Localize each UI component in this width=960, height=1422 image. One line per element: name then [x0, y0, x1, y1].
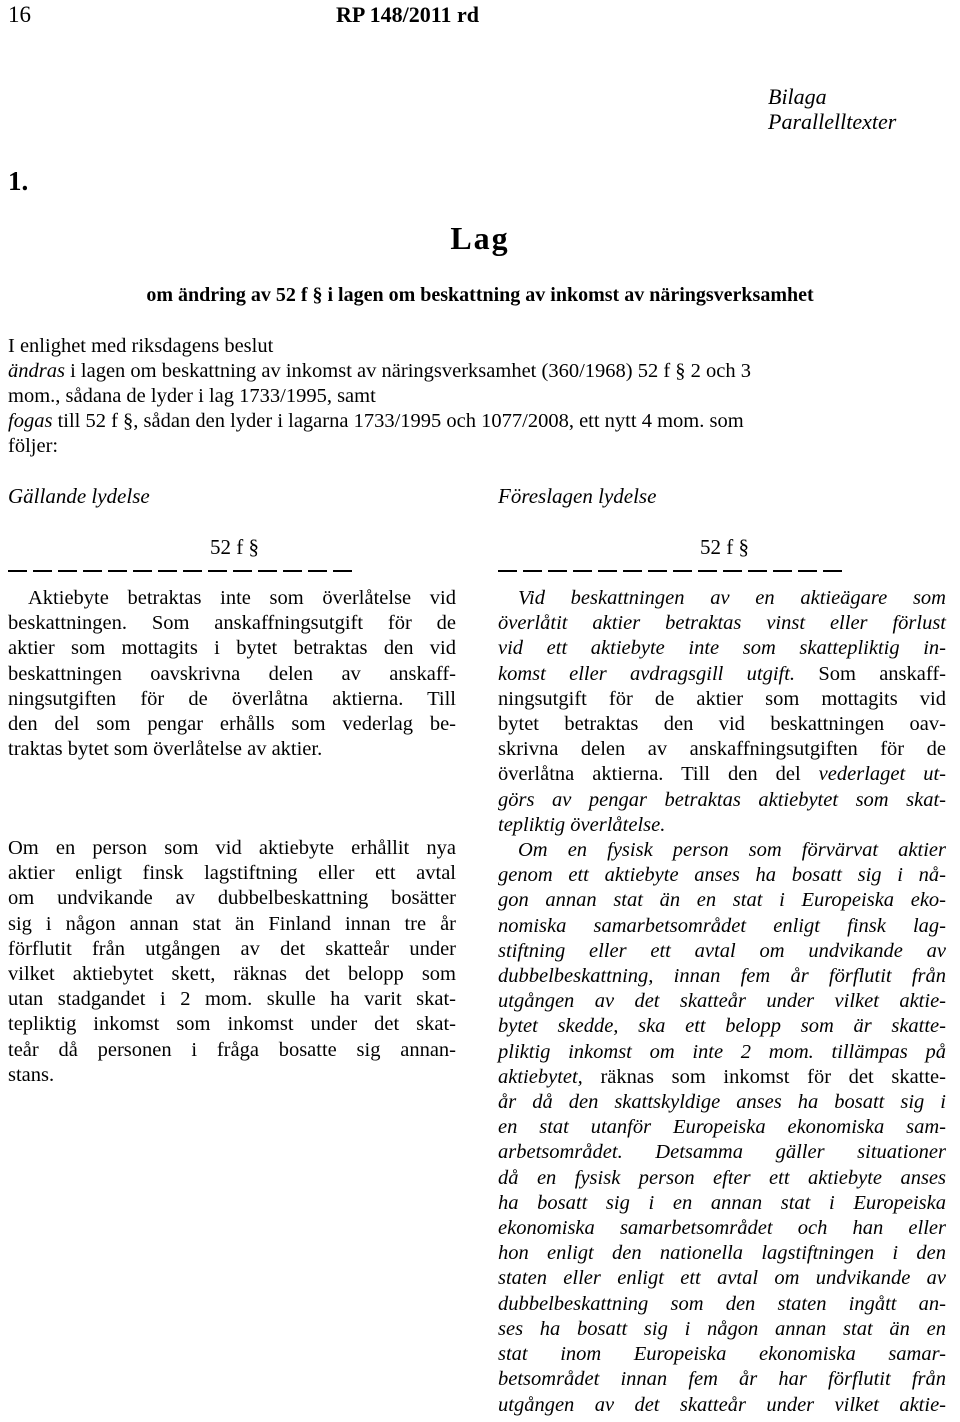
unchanged-text: Som anskaff-	[795, 662, 946, 685]
section-label-proposed: 52 f §	[700, 535, 749, 559]
omission-dashes	[498, 570, 842, 572]
text-line	[498, 1191, 946, 1216]
text-line	[498, 1317, 946, 1342]
text-line: teår då personen i fråga bosatte sig annan-	[8, 1038, 456, 1061]
text-line: traktas bytet som överlåtelse av aktier.	[8, 738, 323, 761]
text-line	[498, 1393, 946, 1418]
text-line: aktier som mottagits i bytet betraktas den vid	[8, 637, 456, 660]
text-line	[498, 1115, 946, 1140]
current-paragraph-2	[8, 836, 456, 1088]
amended-text: tepliktig överlåtelse.	[498, 813, 666, 836]
omission-dashes	[8, 570, 352, 572]
amended-text: betsområdet innan fem år har förflutit från	[498, 1368, 946, 1391]
amended-text: dubbelbeskattning som den staten ingått an-	[498, 1292, 946, 1315]
amended-text: Om en fysisk person som förvärvat aktier	[518, 839, 946, 862]
amended-text: bytet skedde, ska ett belopp som är skatte-	[498, 1015, 946, 1038]
text-line	[498, 838, 946, 863]
amended-text: stat inom Europeiska ekonomiska samar-	[498, 1343, 946, 1366]
amended-text: komst eller avdragsgill utgift.	[498, 662, 796, 685]
column-heading-proposed: Föreslagen lydelse	[498, 484, 657, 508]
text-line: ningsutgift för de aktier som mottagits vid	[498, 687, 946, 710]
text-line	[498, 636, 946, 661]
intro-text: i lagen om beskattning av inkomst av näringsverksamhet (360/1968) 52 f § 2 och 3	[64, 360, 752, 382]
amended-text: aktiebytet,	[498, 1065, 583, 1088]
text-line	[498, 1090, 946, 1115]
current-paragraph-1	[8, 586, 456, 762]
text-line: bytet betraktas den vid beskattningen oav-	[498, 713, 946, 736]
text-line: om undvikande av dubbelbeskattning bosätter	[8, 887, 456, 910]
item-number: 1.	[8, 166, 29, 196]
text-line: Aktiebyte betraktas inte som överlåtelse vid	[28, 587, 456, 609]
intro-emphasis: ändras	[8, 360, 65, 382]
annex-line-2: Parallelltexter	[768, 109, 897, 134]
amended-text: stiftning eller ett avtal om undvikande av	[498, 939, 946, 962]
text-line	[498, 989, 946, 1014]
intro-line: I enlighet med riksdagens beslut	[8, 335, 274, 357]
text-line	[498, 1166, 946, 1191]
unchanged-text: räknas som inkomst för det skatte-	[582, 1065, 946, 1088]
text-line	[498, 1292, 946, 1317]
text-line: sig i någon annan stat än Finland innan tre år	[8, 912, 456, 935]
text-line: beskattningen oavskrivna delen av anskaff-	[8, 662, 456, 685]
text-line: vilket aktiebytet skett, räknas det belopp som	[8, 963, 456, 986]
amended-text: hon enligt den nationella lagstiftningen i den	[498, 1242, 946, 1265]
text-line: utan stadgandet i 2 mom. skulle ha varit skat-	[8, 988, 456, 1011]
enactment-clause	[8, 334, 956, 459]
intro-line: mom., sådana de lyder i lag 1733/1995, samt	[8, 385, 376, 407]
intro-text: till 52 f §, sådan den lyder i lagarna 1733/1995 och 1077/2008, ett nytt 4 mom. som	[52, 410, 744, 432]
text-line	[498, 1040, 946, 1065]
text-line: beskattningen. Som anskaffningsutgift för de	[8, 612, 456, 635]
intro-line: följer:	[8, 435, 59, 457]
text-line	[498, 1342, 946, 1367]
amended-text: gon annan stat än en stat i Europeiska eko-	[498, 889, 946, 912]
amended-text: utgången av det skatteår under vilket aktie-	[498, 990, 946, 1013]
text-line: aktier enligt finsk lagstiftning eller ett avtal	[8, 862, 456, 885]
amended-text: ha bosatt sig i en annan stat i Europeiska	[498, 1191, 946, 1214]
text-line: förflutit från utgången av det skatteår under	[8, 937, 456, 960]
document-id: RP 148/2011 rd	[336, 2, 480, 27]
page-number: 16	[8, 2, 31, 27]
intro-emphasis: fogas	[8, 410, 53, 432]
law-title: Lag	[450, 220, 510, 256]
text-line	[498, 1241, 946, 1266]
law-subtitle: om ändring av 52 f § i lagen om beskattning av inkomst av näringsverksamhet	[146, 284, 814, 306]
intro-line	[8, 409, 956, 434]
amended-text: år då den skattskyldige anses ha bosatt sig i	[498, 1091, 946, 1114]
amended-text: då en fysisk person efter ett aktiebyte anses	[498, 1166, 946, 1189]
text-line	[498, 863, 946, 888]
amended-text: en stat utanför Europeiska ekonomiska sam-	[498, 1116, 946, 1139]
text-line: skrivna delen av anskaffningsutgiften för de	[498, 738, 946, 761]
text-line	[498, 762, 946, 787]
text-line	[498, 1367, 946, 1392]
amended-text: ekonomiska samarbetsområdet och han eller	[498, 1217, 946, 1240]
annex-line-1: Bilaga	[768, 84, 827, 109]
amended-text: vid ett aktiebyte inte som skattepliktig in-	[498, 637, 946, 660]
amended-text: görs av pengar betraktas aktiebytet som skat-	[498, 788, 946, 811]
text-line: stans.	[8, 1063, 55, 1086]
column-heading-current: Gällande lydelse	[8, 484, 150, 508]
text-line	[498, 1065, 946, 1090]
text-line: Om en person som vid aktiebyte erhållit nya	[8, 837, 456, 859]
text-line	[498, 964, 946, 989]
text-line	[498, 1140, 946, 1165]
text-line	[498, 788, 946, 813]
amended-text: genom ett aktiebyte anses ha bosatt sig i nå-	[498, 864, 946, 887]
amended-text: överlåtit aktier betraktas vinst eller förlust	[498, 612, 946, 635]
amended-text: Vid beskattningen av en aktieägare som	[518, 587, 946, 609]
text-line	[498, 1014, 946, 1039]
text-line	[498, 1216, 946, 1241]
amended-text: nomiska samarbetsområdet enligt finsk lag-	[498, 914, 946, 937]
text-line: den del som pengar erhålls som vederlag be-	[8, 713, 456, 736]
text-line: ningsutgiften för de överlåtna aktierna. Till	[8, 687, 456, 710]
text-line	[498, 662, 946, 687]
section-label-current: 52 f §	[210, 535, 259, 559]
amended-text: arbetsområdet. Detsamma gäller situationer	[498, 1141, 946, 1164]
annex-label	[768, 84, 896, 134]
text-line: tepliktig inkomst som inkomst under det skat-	[8, 1013, 456, 1036]
text-line	[498, 914, 946, 939]
text-line	[498, 813, 946, 838]
text-line	[498, 611, 946, 636]
amended-text: pliktig inkomst om inte 2 mom. tillämpas på	[498, 1040, 946, 1063]
amended-text: utgången av det skatteår under vilket aktie-	[498, 1393, 946, 1416]
text-line	[498, 888, 946, 913]
unchanged-text: överlåtna aktierna. Till den del	[498, 763, 819, 786]
intro-line	[8, 359, 956, 384]
text-line	[498, 1266, 946, 1291]
amended-text: dubbelbeskattning, innan fem år förflutit från	[498, 965, 946, 988]
amended-text: staten eller enligt ett avtal om undvikande av	[498, 1267, 946, 1290]
text-line	[498, 586, 946, 611]
amended-text: ses ha bosatt sig i någon annan stat än en	[498, 1317, 946, 1340]
text-line	[498, 939, 946, 964]
amended-text: vederlaget ut-	[818, 763, 946, 786]
proposed-text	[498, 586, 946, 1418]
